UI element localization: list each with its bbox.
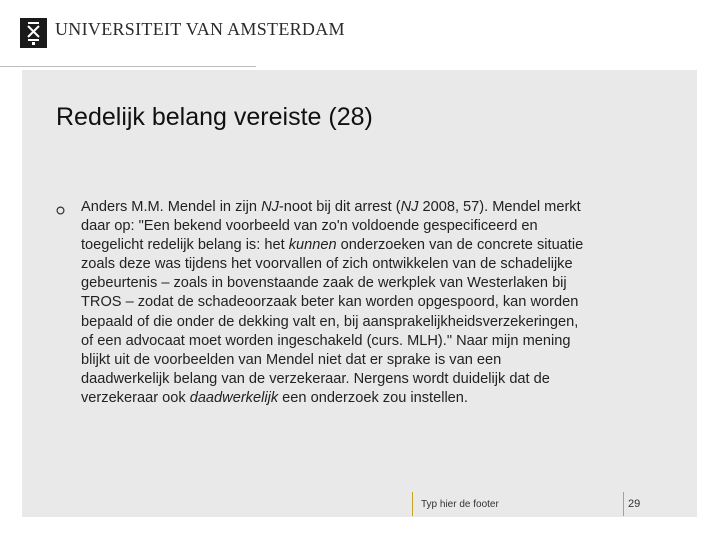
footer-divider-right [623, 492, 624, 516]
body-line: gebeurtenis – zoals in bovenstaande zaak de werkplek van Westerlaken bij [81, 275, 567, 292]
university-name: UNIVERSITEIT VAN AMSTERDAM [55, 19, 345, 39]
slide-title: Redelijk belang vereiste (28) [56, 103, 373, 131]
footer-text: Typ hier de footer [421, 499, 499, 510]
footer-divider-left [412, 492, 413, 516]
body-line: Anders M.M. Mendel in zijn NJ-noot bij dit arrest (NJ 2008, 57). Mendel merkt [81, 199, 581, 215]
body-line: verzekeraar ook daadwerkelijk een onderzoek zou instellen. [81, 389, 468, 406]
body-line: TROS – zodat de schadeoorzaak beter kan worden opgespoord, kan worden [81, 294, 579, 311]
body-line: daadwerkelijk belang van de verzekeraar. Nergens wordt duidelijk dat de [81, 370, 550, 387]
body-line: blijkt uit de voorbeelden van Mendel niet dat er sprake is van een [81, 351, 502, 368]
uva-crest-icon [20, 18, 47, 48]
slide-body [81, 198, 641, 408]
body-line: toegelicht redelijk belang is: het kunnen onderzoeken van de concrete situatie [81, 237, 584, 254]
page-number: 29 [628, 498, 641, 510]
body-line: daar op: "Een bekend voorbeeld van zo'n voldoende gespecificeerd en [81, 218, 538, 235]
body-line: of een advocaat moet worden ingeschakeld (curs. MLH)." Naar mijn mening [81, 332, 571, 349]
body-line: zoals deze was tijdens het voorvallen of zich ontwikkelen van de schadelijke [81, 256, 573, 273]
header-divider [0, 66, 256, 67]
circle-bullet-icon [56, 202, 65, 211]
body-line: bepaald of die onder de dekking valt en, bij aansprakelijkheidsverzekeringen, [81, 313, 579, 330]
